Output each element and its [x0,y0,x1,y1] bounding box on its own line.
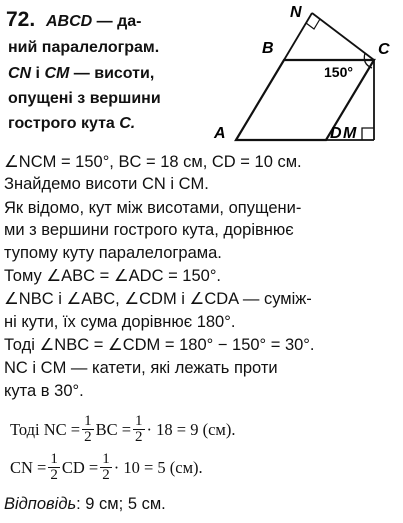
conj-1: і [31,65,45,82]
equation-cn [10,452,203,483]
eq1-fraction-2 [133,414,145,445]
problem-line-5-text: гострого кута [8,115,120,132]
segment-cm: CM [44,65,70,82]
reasoning-5-a: NC і CM — катети, які лежать проти [4,359,278,377]
eq1-prefix: Тоді NC = [10,419,81,439]
reasoning-1-c: тупому куту паралелограма. [4,244,222,262]
problem-line-2: ний паралелограм. [8,39,160,56]
reasoning-3-b: ні кути, їх сума дорівнює 180°. [4,313,236,331]
reasoning-1-b: ми з вершини гострого кута, дорівнює [4,221,294,239]
label-angle: 150° [324,64,353,80]
eq1-fraction-1 [82,414,94,445]
reasoning-5-b: кута в 30°. [4,382,84,400]
eq2-prefix: CN = [10,457,47,477]
answer-label: Відповідь [4,495,77,513]
problem-number: 72. [6,8,36,31]
eq1-f2-num: 1 [135,413,143,429]
reasoning-2: Тому ∠ABC = ∠ADC = 150°. [4,267,221,285]
problem-line-1-rest: — да- [92,13,142,30]
eq2-fraction-2 [100,452,112,483]
label-b: B [262,40,274,57]
eq2-f2-den: 2 [102,467,110,483]
eq2-mid: CD = [61,457,99,477]
eq1-f1-den: 2 [84,429,92,445]
eq1-mid: BC = [95,419,132,439]
find-line: Знайдемо висоти CN і CM. [4,175,209,193]
eq2-f1-num: 1 [50,451,58,467]
parallelogram-name: ABCD [46,13,93,30]
equation-nc [10,414,235,445]
eq2-tail: · 10 = 5 (см). [113,457,203,477]
given-line: ∠NCM = 150°, BC = 18 см, CD = 10 см. [4,153,302,171]
label-n: N [290,4,302,21]
eq2-f1-den: 2 [50,467,58,483]
eq2-fraction-1 [48,452,60,483]
problem-line-3-rest: — висоти, [69,65,155,82]
parallelogram-figure [0,0,403,150]
right-angle-m [362,128,374,140]
eq1-f2-den: 2 [135,429,143,445]
label-m: M [343,125,357,142]
label-a: A [214,125,226,142]
label-c: C [378,41,390,58]
problem-line-4: опущені з вершини [8,90,161,107]
segment-cn: CN [8,65,32,82]
reasoning-3-a: ∠NBC і ∠ABC, ∠CDM і ∠CDA — суміж- [4,290,312,308]
eq1-f1-num: 1 [84,413,92,429]
answer-line [4,494,166,514]
vertex-c: C. [119,115,136,132]
reasoning-1-a: Як відомо, кут між висотами, опущени- [4,199,302,217]
label-d: D [330,125,342,142]
answer-value: : 9 см; 5 см. [76,495,166,513]
reasoning-4: Тоді ∠NBC = ∠CDM = 180° − 150° = 30°. [4,336,315,354]
eq1-tail: · 18 = 9 (см). [146,419,236,439]
eq2-f2-num: 1 [102,451,110,467]
